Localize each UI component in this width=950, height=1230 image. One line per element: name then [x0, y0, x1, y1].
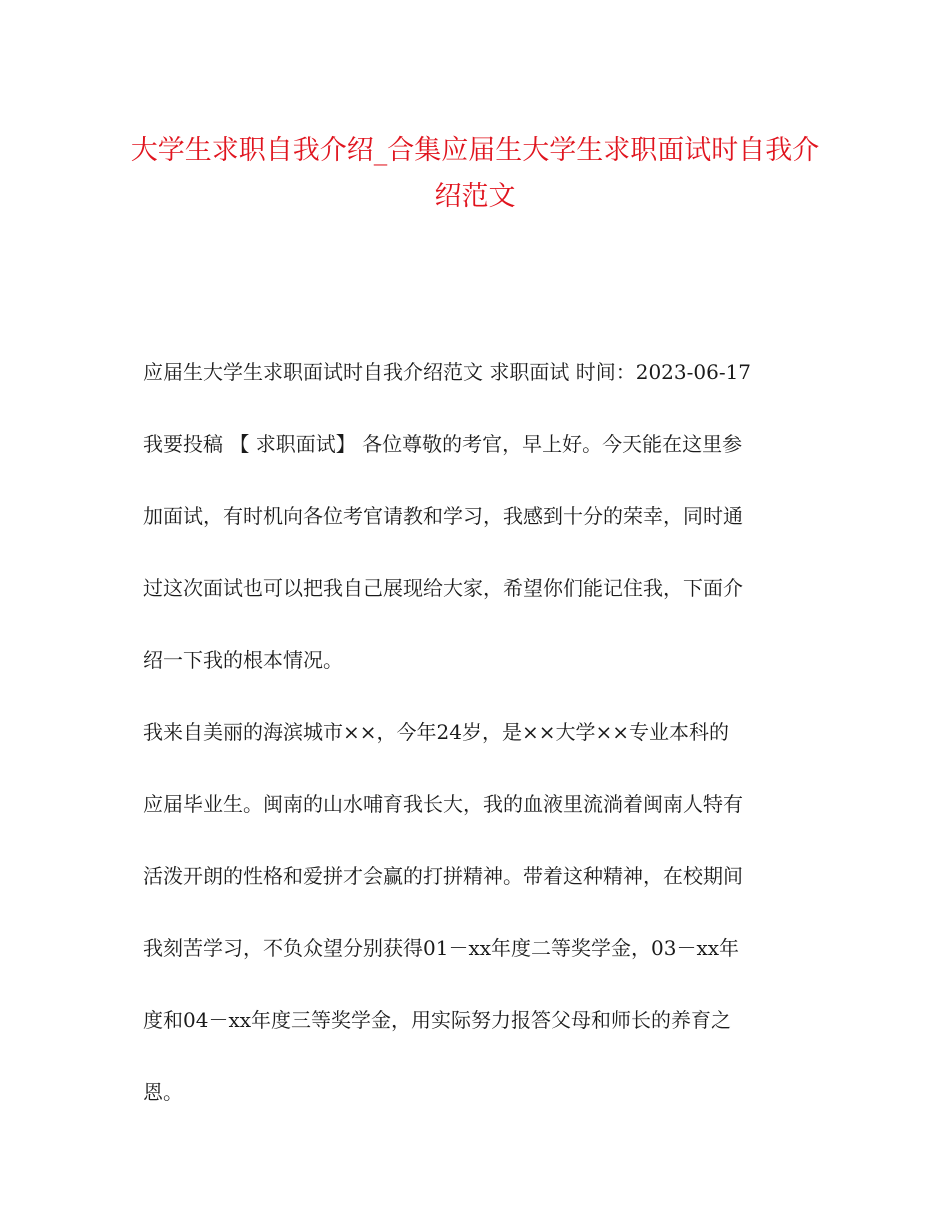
document-body: [143, 336, 813, 1128]
body-line: 应届毕业生。闽南的山水哺育我长大，我的血液里流淌着闽南人特有: [143, 792, 743, 816]
body-line: 绍一下我的根本情况。: [143, 648, 343, 672]
body-line: 恩。: [143, 1080, 183, 1104]
document-title: 大学生求职自我介绍_合集应届生大学生求职面试时自我介绍范文: [130, 135, 820, 212]
body-line: 度和04－xx年度三等奖学金，用实际努力报答父母和师长的养育之: [143, 1008, 732, 1032]
body-line: 我来自美丽的海滨城市××，今年24岁，是××大学××专业本科的: [143, 720, 729, 744]
body-line: 活泼开朗的性格和爱拼才会赢的打拼精神。带着这种精神，在校期间: [143, 864, 743, 888]
body-line: 我刻苦学习，不负众望分别获得01－xx年度二等奖学金，03－xx年: [143, 936, 740, 960]
body-line: 应届生大学生求职面试时自我介绍范文 求职面试 时间：2023-06-17: [143, 360, 752, 384]
body-line: 过这次面试也可以把我自己展现给大家，希望你们能记住我，下面介: [143, 576, 743, 600]
body-line: 加面试，有时机向各位考官请教和学习，我感到十分的荣幸，同时通: [143, 504, 743, 528]
body-line: 我要投稿 【 求职面试】 各位尊敬的考官，早上好。今天能在这里参: [143, 432, 743, 456]
